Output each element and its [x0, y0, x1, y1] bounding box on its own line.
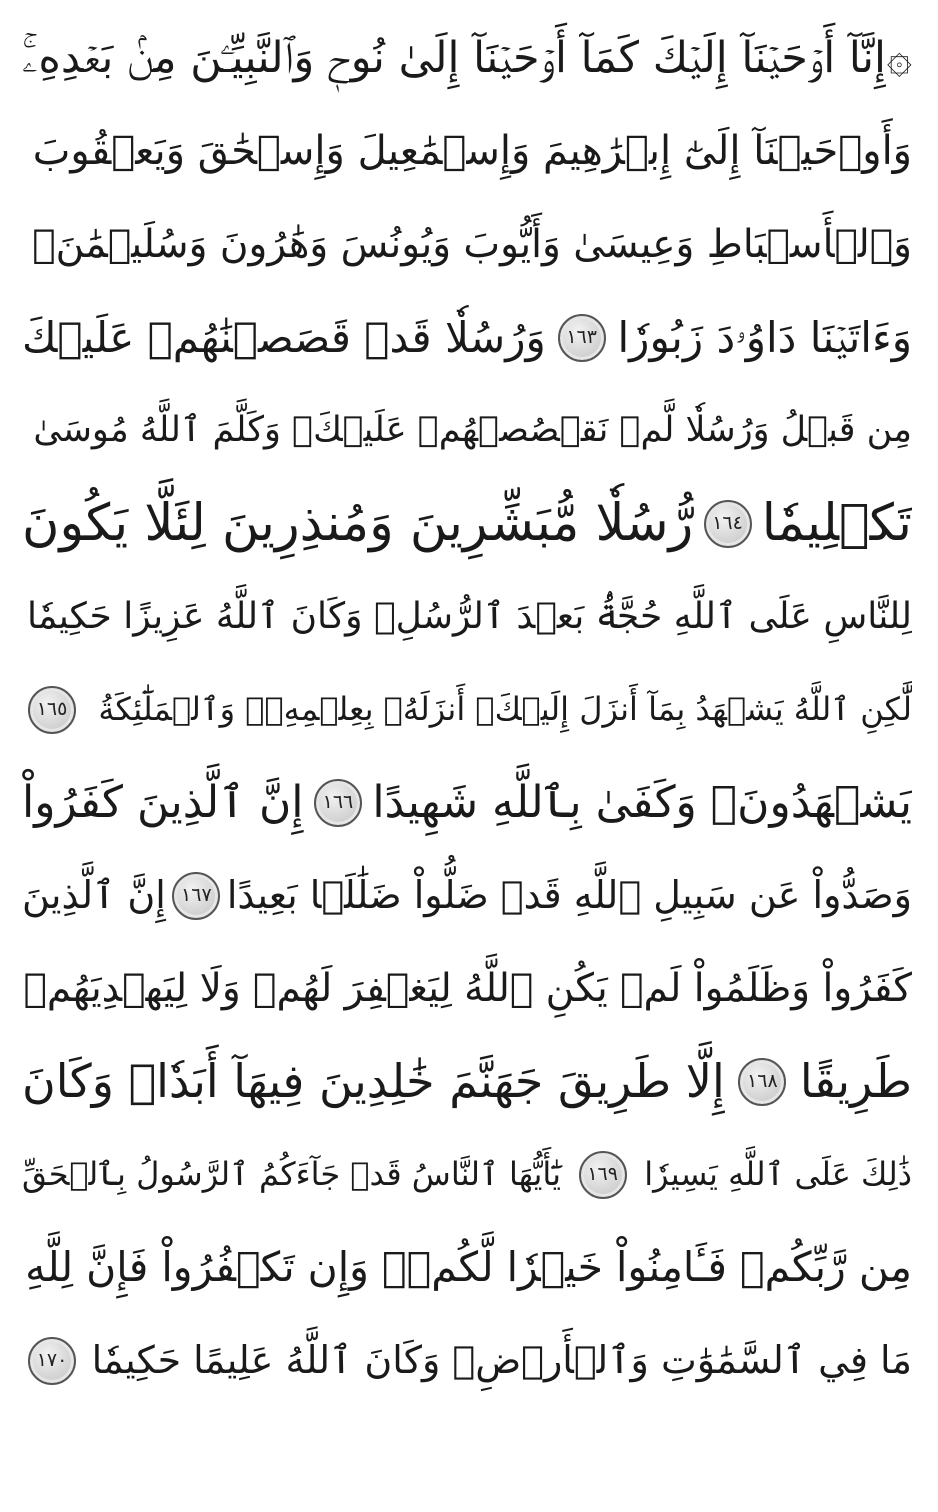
text-line-5 — [22, 384, 912, 477]
verse-text: ۞ — [886, 33, 912, 83]
ayah-number-marker: ١٦٥ — [28, 686, 76, 734]
ayah-number-marker: ١٧٠ — [28, 1337, 76, 1385]
ayah-number-marker: ١٦٦ — [314, 779, 362, 827]
verse-text: طَرِيقًا — [799, 1054, 912, 1108]
verse-text: وَرُسُلٗا قَدۡ قَصَصۡنَٰهُمۡ عَلَيۡكَ — [22, 313, 546, 362]
text-line-6 — [22, 477, 912, 570]
verse-text: ذَٰلِكَ عَلَى ٱللَّهِ يَسِيرٗا — [644, 1155, 912, 1193]
verse-text: يَٰٓأَيُّهَا ٱلنَّاسُ قَدۡ جَآءَكُمُ ٱلرَّسُولُ بِٱلۡحَقِّ — [22, 1155, 561, 1193]
text-line-3 — [22, 198, 912, 291]
verse-text: مَا فِي ٱلسَّمَٰوَٰتِ وَٱلۡأَرۡضِۚ وَكَانَ ٱللَّهُ عَلِيمًا حَكِيمٗا — [91, 1338, 912, 1382]
verse-text: مِن قَبۡلُ وَرُسُلٗا لَّمۡ نَقۡصُصۡهُمۡ عَلَيۡكَۚ وَكَلَّمَ ٱللَّهُ مُوسَىٰ — [33, 410, 912, 450]
verse-text: رُّسُلٗا مُّبَشِّرِينَ وَمُنذِرِينَ لِئَلَّا يَكُونَ — [22, 494, 694, 553]
text-line-10 — [22, 849, 912, 942]
verse-text: إِنَّآ أَوۡحَيۡنَآ إِلَيۡكَ كَمَآ أَوۡحَيۡنَآ إِلَىٰ نُوحٖ وَٱلنَّبِيِّـۧنَ مِنۢ بَعۡدِهِۦۚ — [22, 33, 886, 83]
verse-text: مِن رَّبِّكُمۡ فَـَٔامِنُواْ خَيۡرٗا لَّكُمۡۚ وَإِن تَكۡفُرُواْ فَإِنَّ لِلَّهِ — [25, 1243, 912, 1291]
ayah-number-marker: ١٦٣ — [558, 314, 606, 362]
ayah-number-marker: ١٦٩ — [579, 1151, 627, 1199]
text-line-15 — [22, 1314, 912, 1407]
text-line-8 — [22, 663, 912, 756]
text-line-1 — [22, 12, 912, 105]
verse-text: تَكۡلِيمٗا — [761, 494, 912, 553]
ayah-number-marker: ١٦٤ — [704, 500, 752, 548]
verse-text: وَٱلۡأَسۡبَاطِ وَعِيسَىٰ وَأَيُّوبَ وَيُونُسَ وَهَٰرُونَ وَسُلَيۡمَٰنَۚ — [32, 222, 912, 267]
verse-text: وَءَاتَيۡنَا دَاوُۥدَ زَبُورٗا — [617, 313, 912, 362]
text-line-13 — [22, 1128, 912, 1221]
verse-text: إِنَّ ٱلَّذِينَ كَفَرُواْ — [22, 777, 304, 828]
verse-text: لِلنَّاسِ عَلَى ٱللَّهِ حُجَّةُۢ بَعۡدَ ٱلرُّسُلِۚ وَكَانَ ٱللَّهُ عَزِيزًا حَكِيمٗا — [27, 596, 912, 637]
text-line-9 — [22, 756, 912, 849]
verse-text: وَأَوۡحَيۡنَآ إِلَىٰٓ إِبۡرَٰهِيمَ وَإِسۡمَٰعِيلَ وَإِسۡحَٰقَ وَيَعۡقُوبَ — [32, 128, 912, 174]
text-line-11 — [22, 942, 912, 1035]
verse-text: كَفَرُواْ وَظَلَمُواْ لَمۡ يَكُنِ ٱللَّهُ لِيَغۡفِرَ لَهُمۡ وَلَا لِيَهۡدِيَهُمۡ — [23, 966, 912, 1011]
text-line-2 — [22, 105, 912, 198]
verse-text: لَّٰكِنِ ٱللَّهُ يَشۡهَدُ بِمَآ أَنزَلَ إِلَيۡكَۖ أَنزَلَهُۥ بِعِلۡمِهِۦۖ وَٱلۡمَلَٰٓئِكَةُ — [98, 690, 912, 728]
text-line-4 — [22, 291, 912, 384]
verse-text: يَشۡهَدُونَۚ وَكَفَىٰ بِٱللَّهِ شَهِيدًا — [372, 777, 912, 828]
ayah-number-marker: ١٦٨ — [738, 1058, 786, 1106]
ayah-number-marker: ١٦٧ — [172, 872, 220, 920]
text-line-12 — [22, 1035, 912, 1128]
verse-text: وَصَدُّواْ عَن سَبِيلِ ٱللَّهِ قَدۡ ضَلُّواْ ضَلَٰلَۢا بَعِيدًا — [226, 873, 912, 917]
text-line-7 — [22, 570, 912, 663]
verse-text: إِلَّا طَرِيقَ جَهَنَّمَ خَٰلِدِينَ فِيهَآ أَبَدٗاۚ وَكَانَ — [22, 1054, 725, 1108]
text-line-14 — [22, 1221, 912, 1314]
verse-text: إِنَّ ٱلَّذِينَ — [22, 873, 166, 917]
